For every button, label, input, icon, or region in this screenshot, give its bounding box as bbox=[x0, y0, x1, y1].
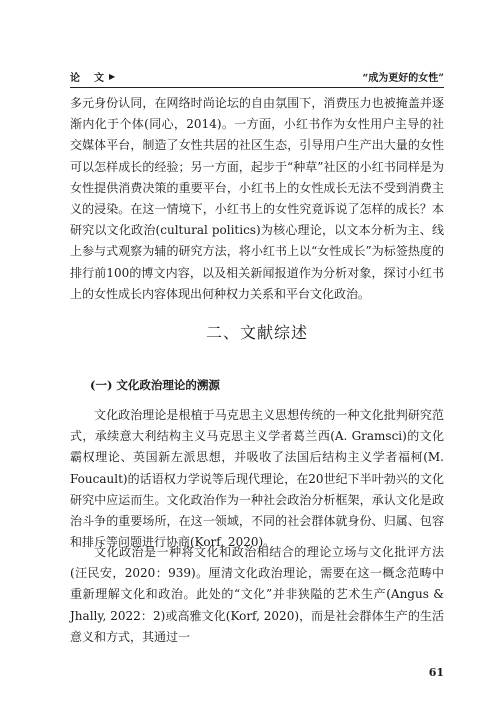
header-divider bbox=[70, 87, 444, 88]
paragraph-intro: 多元身份认同，在网络时尚论坛的自由氛围下，消费压力也被掩盖并逐渐内化于个体(同心，2014)。一方面，小红书作为女性用户主导的社交媒体平台，制造了女性共居的社区生态，引导用户生产出大量的女性可以怎样成长的经验；另一方面，起步于“种草”社区的小红书同样是为女性提供消费决策的重要平台，小红书上的女性成长无法不受到消费主义的浸染。在这一情境下，小红书上的女性究竟诉说了怎样的成长？本研究以文化政治(cultural politics)为核心理论，以文本分析为主、线上参与式观察为辅的研究方法，将小红书上以“女性成长”为标签热度的排行前100的博文内容，以及相关新闻报道作为分析对象，探讨小红书上的女性成长内容体现出何种权力关系和平台文化政治。 bbox=[70, 96, 444, 301]
header-section bbox=[70, 69, 117, 84]
paragraph-cultural-politics-definition: 文化政治是一种将文化和政治相结合的理论立场与文化批评方法(汪民安，2020：939)。厘清文化政治理论，需要在这一概念范畴中重新理解文化和政治。此处的“文化”并非狭隘的艺术生产(Angus & Jhally, 2022：2)或高雅文化(Korf, 2020)，而是社会群体生产的生活意义和方式，其通过一 bbox=[70, 545, 444, 644]
header-running-title: “成为更好的女性” bbox=[362, 72, 444, 84]
section-title: 二、文献综述 bbox=[205, 323, 308, 342]
play-arrow-icon: ▶ bbox=[109, 71, 118, 81]
page-number: 61 bbox=[428, 666, 444, 679]
running-header bbox=[70, 68, 444, 84]
subsection-title: (一) 文化政治理论的溯源 bbox=[90, 378, 220, 392]
paragraph-cultural-politics-origin: 文化政治理论是根植于马克思主义思想传统的一种文化批判研究范式，承续意大利结构主义马克思主义学者葛兰西(A. Gramsci)的文化霸权理论、英国新左派思想，并吸收了法国后结构主义学者福柯(M. Foucault)的话语权力学说等后现代理论，在20世纪下半叶勃兴的文化研究中应运而生。文化政治作为一种社会政治分析框架，承认文化是政治斗争的重要场所，在这一领域，不同的社会群体就身份、归属、包容和排斥等问题进行协商(Korf, 2020)。 bbox=[70, 408, 444, 550]
header-section-label: 论 文 bbox=[70, 72, 106, 84]
